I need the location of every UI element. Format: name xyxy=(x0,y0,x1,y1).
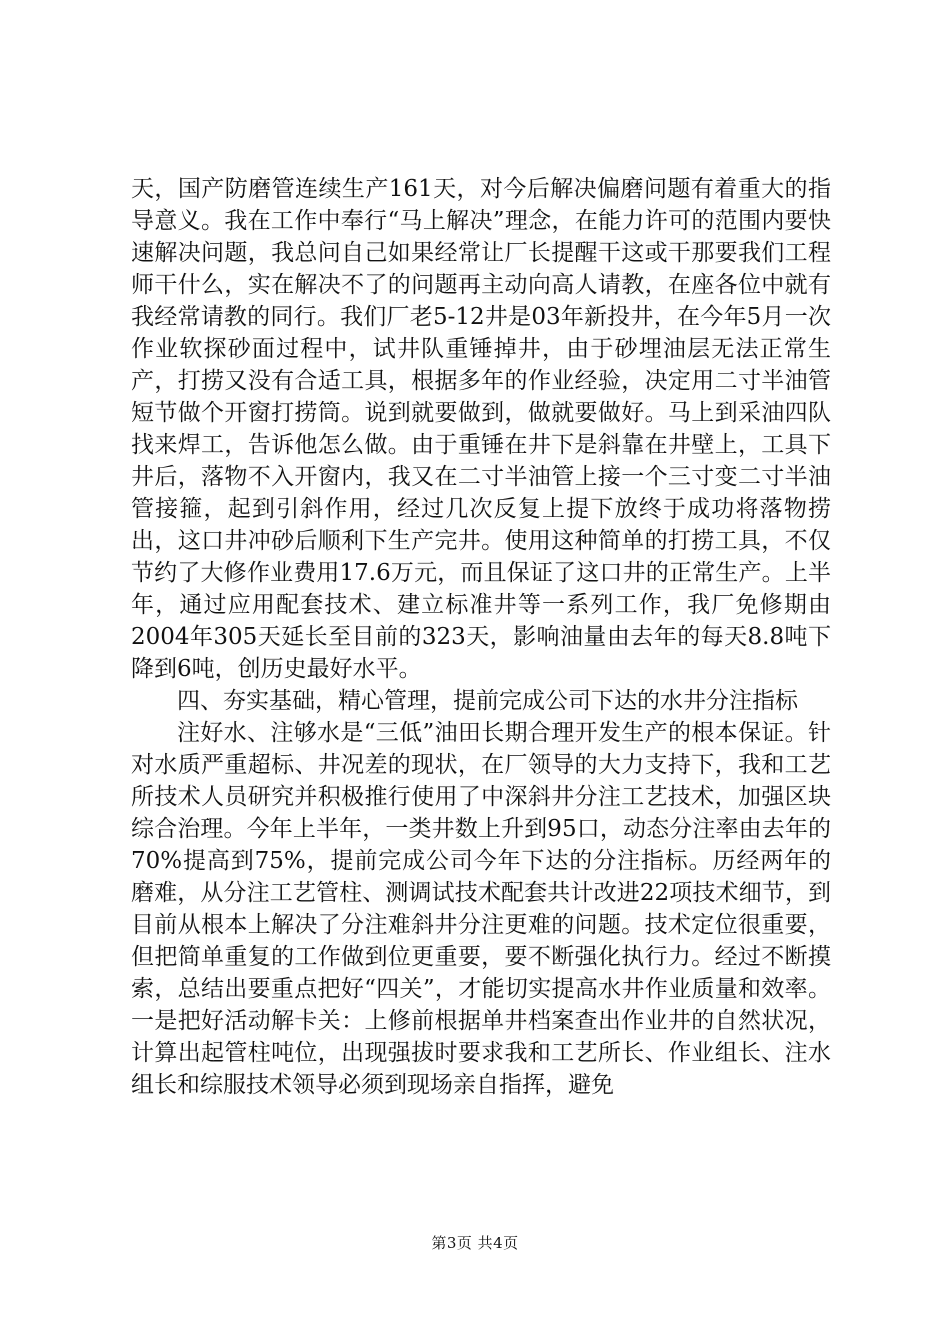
body-text xyxy=(131,173,831,1101)
page-number-footer: 第3页 共4页 xyxy=(431,1234,519,1252)
paragraph-continued: 天，国产防磨管连续生产161天，对今后解决偏磨问题有着重大的指导意义。我在工作中奉行“马上解决”理念，在能力许可的范围内要快速解决问题，我总问自己如果经常让厂长提醒干这或干那要我们工程师干什么，实在解决不了的问题再主动向高人请教，在座各位中就有我经常请教的同行。我们厂老5-12井是03年新投井，在今年5月一次作业软探砂面过程中，试井队重锤掉井，由于砂埋油层无法正常生产，打捞又没有合适工具，根据多年的作业经验，决定用二寸半油管短节做个开窗打捞筒。说到就要做到，做就要做好。马上到采油四队找来焊工，告诉他怎么做。由于重锤在井下是斜靠在井壁上，工具下井后，落物不入开窗内，我又在二寸半油管上接一个三寸变二寸半油管接箍，起到引斜作用，经过几次反复上提下放终于成功将落物捞出，这口井冲砂后顺利下生产完井。使用这种简单的打捞工具，不仅节约了大修作业费用17.6万元，而且保证了这口井的正常生产。上半年，通过应用配套技术、建立标准井等一系列工作，我厂免修期由2004年305天延长至目前的323天，影响油量由去年的每天8.8吨下降到6吨，创历史最好水平。 xyxy=(131,176,831,682)
paragraph: 注好水、注够水是“三低”油田长期合理开发生产的根本保证。针对水质严重超标、井况差的现状，在厂领导的大力支持下，我和工艺所技术人员研究并积极推行使用了中深斜井分注工艺技术，加强区块综合治理。今年上半年，一类井数上升到95口，动态分注率由去年的70%提高到75%，提前完成公司今年下达的分注指标。历经两年的磨难，从分注工艺管柱、测调试技术配套共计改进22项技术细节，到目前从根本上解决了分注难斜井分注更难的问题。技术定位很重要，但把简单重复的工作做到位更重要，要不断强化执行力。经过不断摸索，总结出要重点把好“四关”，才能切实提高水井作业质量和效率。一是把好活动解卡关：上修前根据单井档案查出作业井的自然状况，计算出起管柱吨位，出现强拔时要求我和工艺所长、作业组长、注水组长和综服技术领导必须到现场亲自指挥，避免 xyxy=(131,720,831,1098)
section-heading: 四、夯实基础，精心管理，提前完成公司下达的水井分注指标 xyxy=(177,688,798,714)
